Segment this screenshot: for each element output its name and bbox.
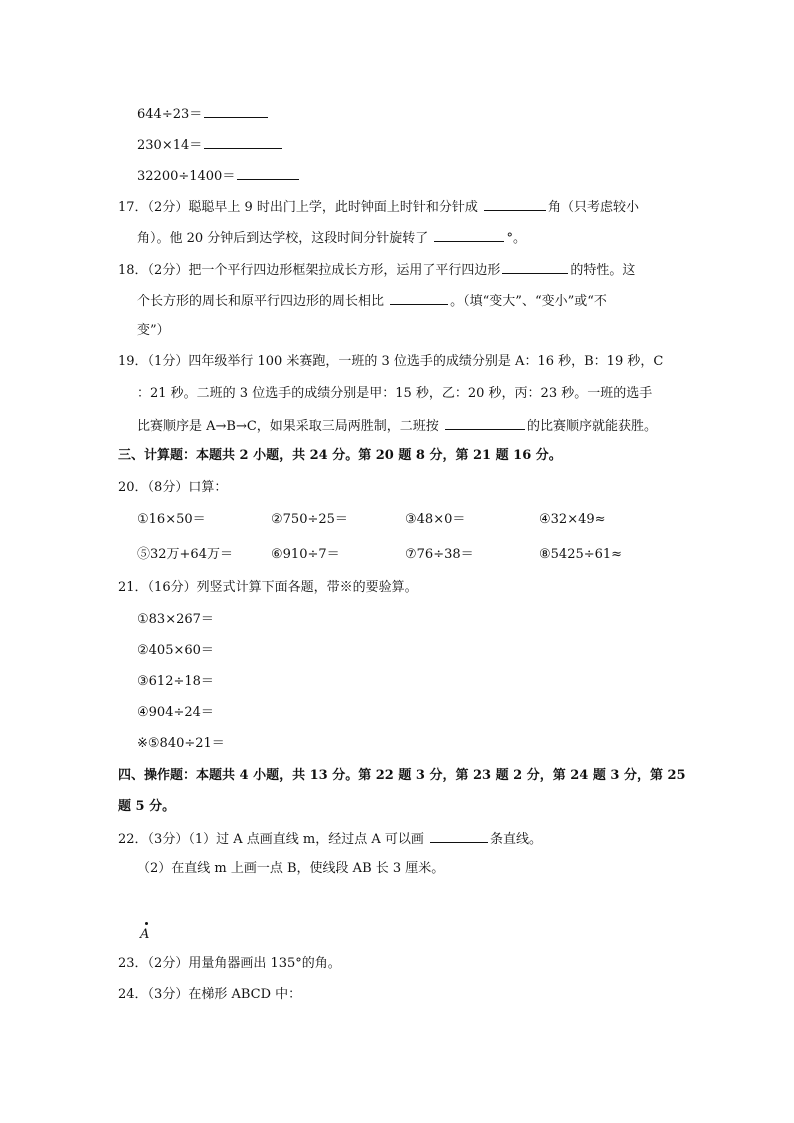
section-3-heading: 三、计算题：本题共 2 小题，共 24 分。第 20 题 8 分，第 21 题 16 分。 — [118, 448, 562, 463]
vertical-calc-item: ③612÷18＝ — [137, 674, 214, 689]
question-19-line-2: ：21 秒。二班的 3 位选手的成绩分别是甲：15 秒，乙：20 秒，丙：23 秒。一班的选手 — [137, 386, 653, 401]
answer-blank[interactable] — [204, 103, 268, 118]
question-20-title: 20．（8分）口算： — [118, 480, 228, 495]
section-4-heading-line-2: 题 5 分。 — [118, 799, 176, 814]
vertical-calc-item: ※⑤840÷21＝ — [137, 736, 225, 751]
mental-math-item: ④32×49≈ — [539, 512, 606, 527]
answer-blank[interactable] — [237, 165, 299, 180]
mental-math-item: ⑦76÷38＝ — [405, 547, 474, 562]
question-18-line-1: 18．（2分）把一个平行四边形框架拉成长方形，运用了平行四边形 的特性。这 — [118, 259, 635, 281]
mental-math-item: ②750÷25＝ — [271, 512, 348, 527]
answer-blank[interactable] — [502, 259, 568, 274]
equation-line: 230×14＝ — [137, 134, 284, 156]
question-24: 24．（3分）在梯形 ABCD 中： — [118, 987, 302, 1002]
vertical-calc-item: ②405×60＝ — [137, 643, 214, 658]
mental-math-item: ①16×50＝ — [137, 512, 206, 527]
question-23: 23．（2分）用量角器画出 135°的角。 — [118, 956, 341, 971]
vertical-calc-item: ①83×267＝ — [137, 612, 214, 627]
question-19-line-3: 比赛顺序是 A→B→C，如果采取三局两胜制，二班按 的比赛顺序就能获胜。 — [137, 415, 657, 437]
question-18-line-3: 变”） — [137, 323, 170, 338]
point-a-label: A — [140, 927, 150, 942]
vertical-calc-item: ④904÷24＝ — [137, 705, 214, 720]
question-18-line-2: 个长方形的周长和原平行四边形的周长相比 。（填“变大”、“变小”或“不 — [137, 290, 607, 312]
answer-blank[interactable] — [430, 828, 488, 843]
question-17-line-2: 角）。他 20 分钟后到达学校，这段时间分针旋转了 °。 — [137, 227, 526, 249]
question-22-line-1: 22．（3分）（1）过 A 点画直线 m，经过点 A 可以画 条直线。 — [118, 828, 542, 850]
mental-math-item: ⑥910÷7＝ — [271, 547, 340, 562]
mental-math-row-2 — [137, 545, 697, 565]
equation-line: 32200÷1400＝ — [137, 165, 301, 187]
question-17-line-1: 17．（2分）聪聪早上 9 时出门上学，此时钟面上时针和分针成 角（只考虑较小 — [118, 196, 639, 218]
question-21-title: 21．（16分）列竖式计算下面各题，带※的要验算。 — [118, 580, 418, 595]
mental-math-item: ③48×0＝ — [405, 512, 466, 527]
section-4-heading-line-1: 四、操作题：本题共 4 小题，共 13 分。第 22 题 3 分，第 23 题 2 分，第 24 题 3 分，第 25 — [118, 768, 686, 783]
answer-blank[interactable] — [484, 196, 546, 211]
equation-line: 644÷23＝ — [137, 103, 270, 125]
mental-math-item: ⑤32万+64万＝ — [137, 547, 233, 562]
answer-blank[interactable] — [434, 227, 504, 242]
mental-math-row-1 — [137, 510, 697, 530]
answer-blank[interactable] — [204, 134, 282, 149]
answer-blank[interactable] — [445, 415, 525, 430]
question-19-line-1: 19．（1分）四年级举行 100 米赛跑，一班的 3 位选手的成绩分别是 A：16 秒，B：19 秒，C — [118, 354, 664, 369]
answer-blank[interactable] — [390, 290, 448, 305]
mental-math-item: ⑧5425÷61≈ — [539, 547, 623, 562]
question-22-line-2: （2）在直线 m 上画一点 B，使线段 AB 长 3 厘米。 — [137, 861, 445, 876]
